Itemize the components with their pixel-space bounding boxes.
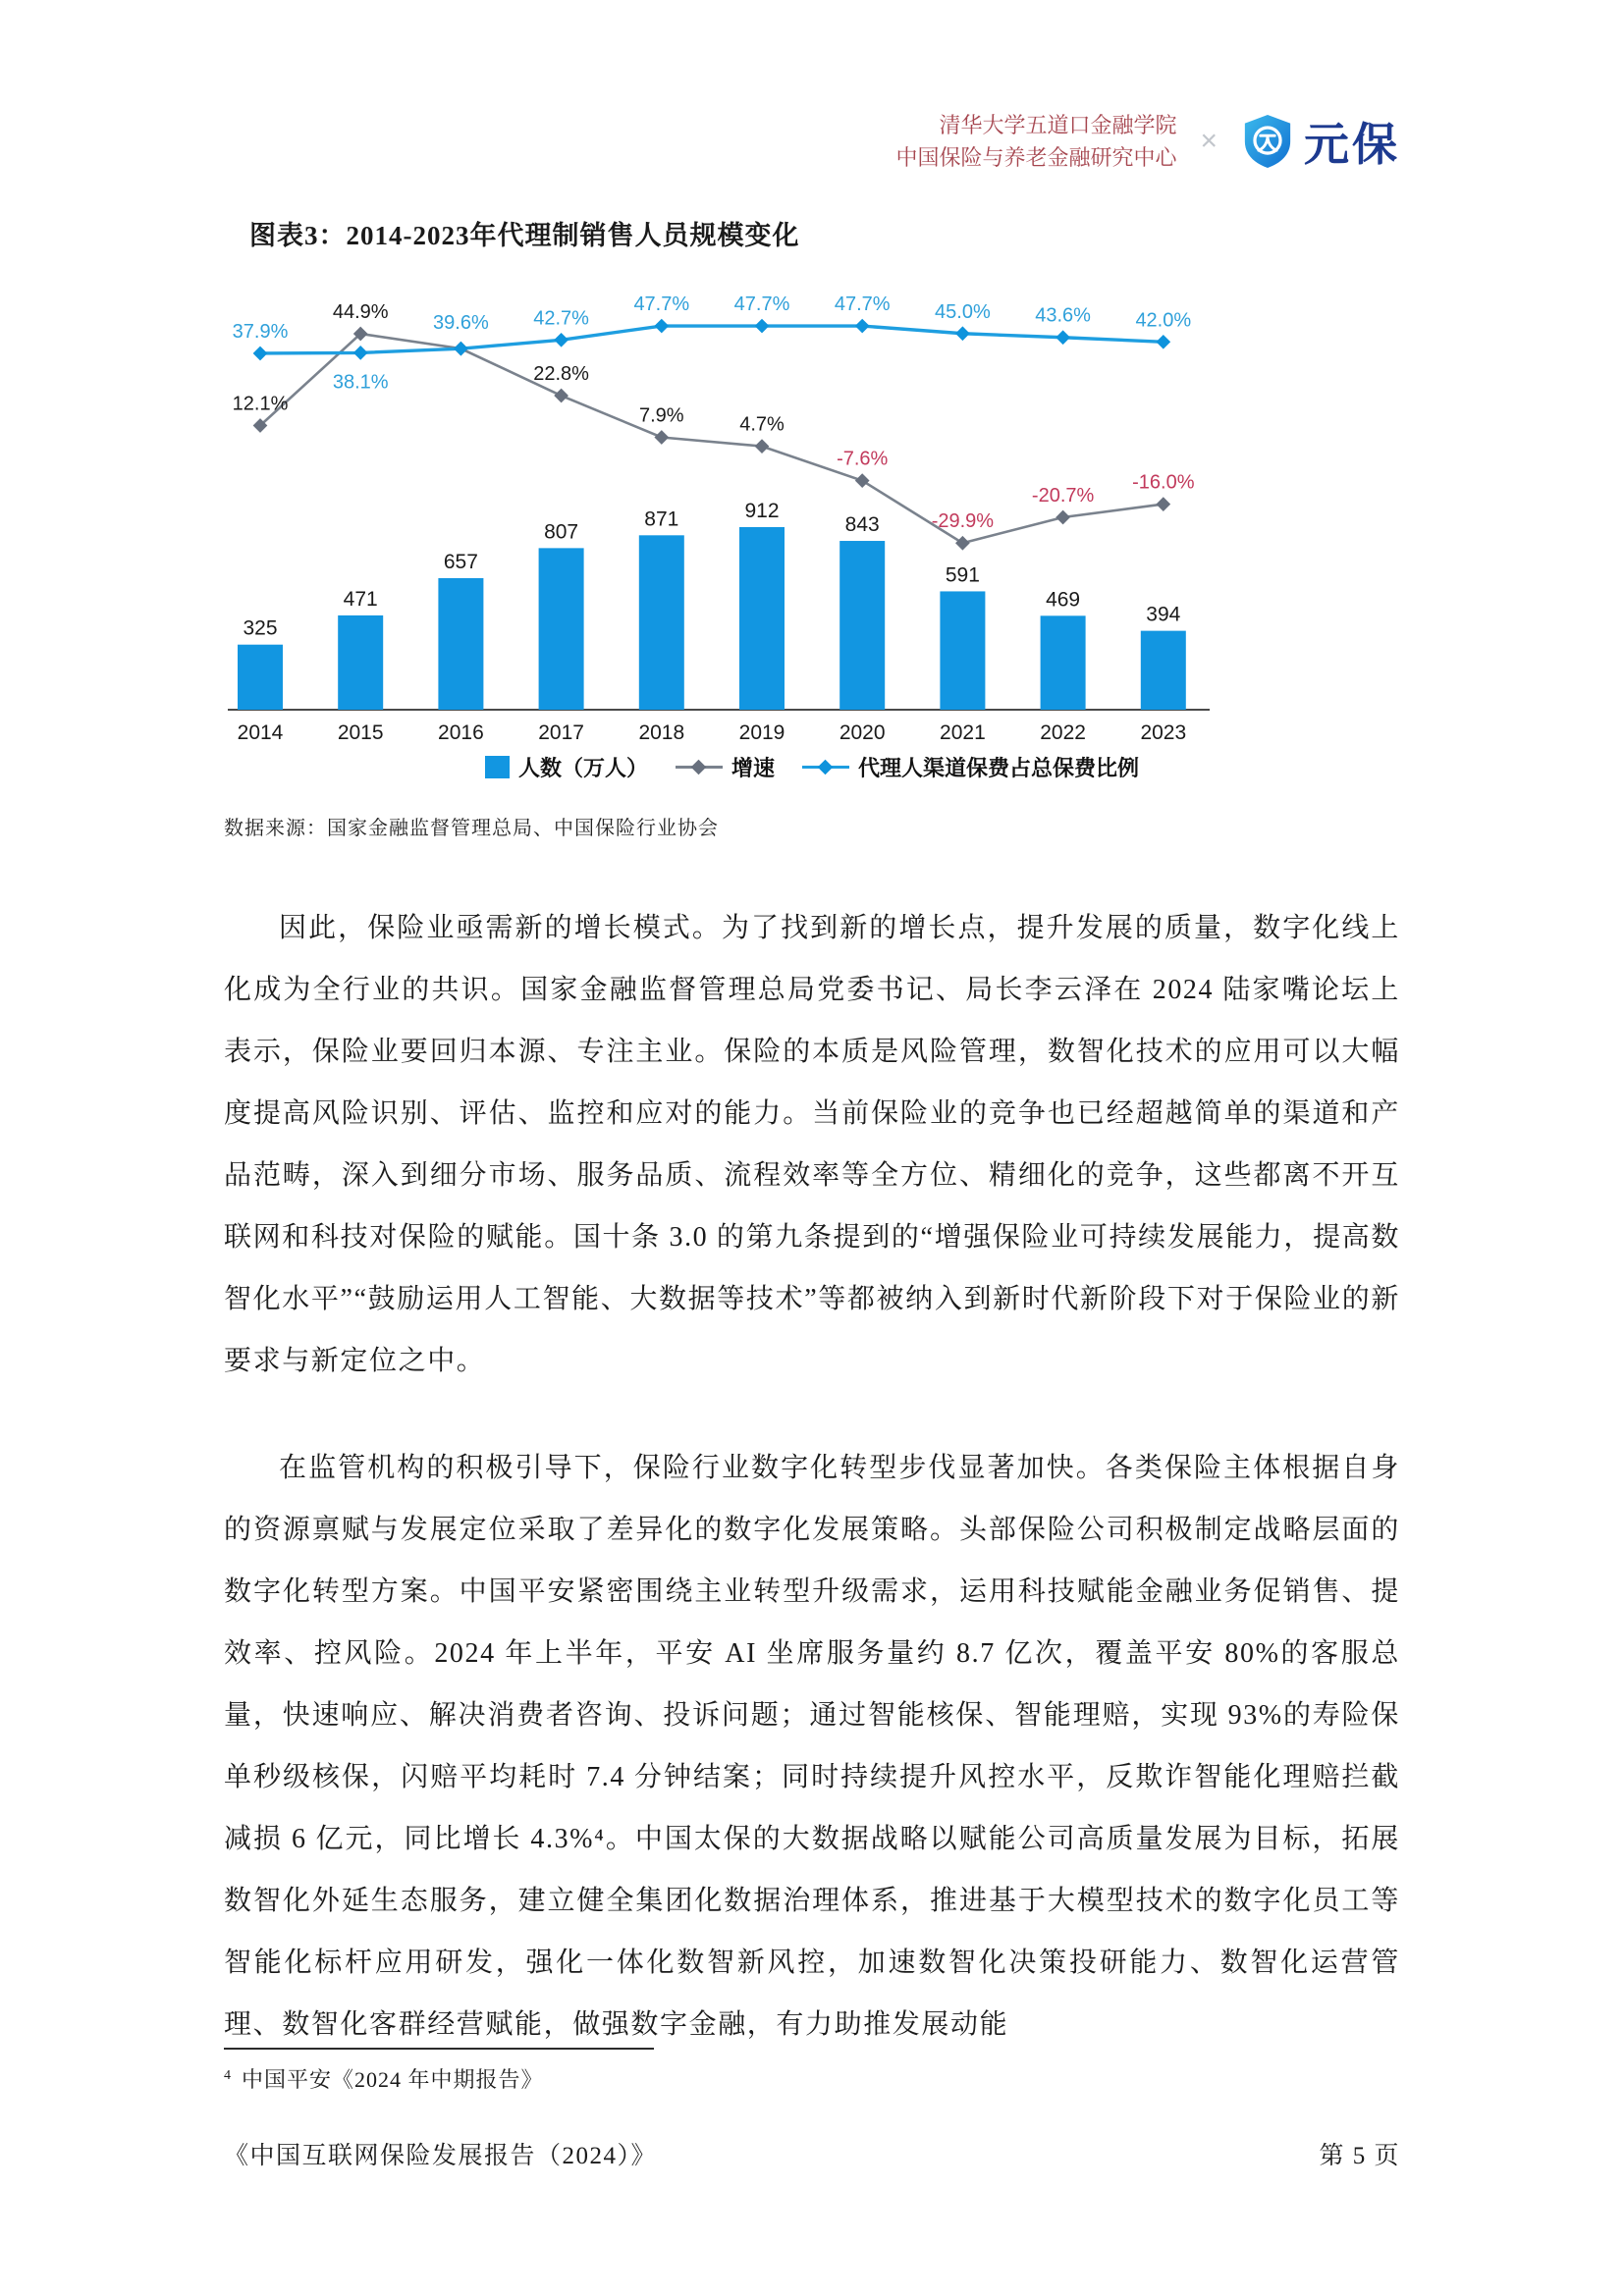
legend-item xyxy=(485,752,648,782)
institution-name xyxy=(895,109,1176,174)
body-text xyxy=(224,897,1400,2056)
agent-scale-combo-chart xyxy=(224,264,1398,752)
svg-text:2015: 2015 xyxy=(337,721,384,744)
yuanbao-shield-icon xyxy=(1241,113,1294,170)
svg-text:47.7%: 47.7% xyxy=(733,294,790,316)
svg-text:469: 469 xyxy=(1046,588,1081,612)
svg-text:-20.7%: -20.7% xyxy=(1031,484,1095,507)
svg-text:-16.0%: -16.0% xyxy=(1132,471,1195,494)
svg-text:2017: 2017 xyxy=(538,721,584,744)
svg-text:394: 394 xyxy=(1146,603,1181,626)
legend-label: 代理人渠道保费占总保费比例 xyxy=(858,756,1140,780)
yuanbao-logo-text: 元保 xyxy=(1304,119,1400,170)
svg-text:38.1%: 38.1% xyxy=(332,371,389,394)
svg-text:43.6%: 43.6% xyxy=(1035,304,1091,327)
svg-text:47.7%: 47.7% xyxy=(834,294,891,316)
svg-text:912: 912 xyxy=(744,499,780,522)
footnote-block xyxy=(224,2048,1400,2094)
svg-text:47.7%: 47.7% xyxy=(633,294,690,316)
legend-item xyxy=(676,752,775,782)
yuanbao-logo xyxy=(1241,109,1400,174)
svg-text:2016: 2016 xyxy=(438,721,484,744)
footnote xyxy=(224,2063,1400,2094)
legend-item xyxy=(802,752,1139,782)
institution-line1: 清华大学五道口金融学院 xyxy=(939,113,1177,137)
svg-text:871: 871 xyxy=(644,507,679,531)
chart-title: 图表3：2014-2023年代理制销售人员规模变化 xyxy=(249,221,800,250)
institution-line2: 中国保险与养老金融研究中心 xyxy=(895,145,1177,170)
svg-text:-29.9%: -29.9% xyxy=(931,510,995,533)
svg-text:325: 325 xyxy=(243,616,278,640)
svg-text:37.9%: 37.9% xyxy=(232,320,289,343)
svg-text:42.0%: 42.0% xyxy=(1135,309,1192,332)
svg-text:2023: 2023 xyxy=(1140,721,1187,744)
svg-text:12.1%: 12.1% xyxy=(232,393,289,415)
body-paragraph-2: 在监管机构的积极引导下，保险行业数字化转型步伐显著加快。各类保险主体根据自身的资源禀赋与发展定位采取了差异化的数字化发展策略。头部保险公司积极制定战略层面的数字化转型方案。中国平安紧密围绕主业转型升级需求，运用科技赋能金融业务促销售、提效率、控风险。2024 年上半年，平安 AI 坐席服务量约 8.7 亿次，覆盖平安 80%的客服总量，快速响应、解决消费者咨询、投诉问题；通过智能核保、智能理赔，实现 93%的寿险保单秒级核保，闪赔平均耗时 7.4 分钟结案；同时持续提升风控水平，反欺诈智能化理赔拦截减损 6 亿元，同比增长 4.3%⁴。中国太保的大数据战略以赋能公司高质量发展为目标，拓展数智化外延生态服务，建立健全集团化数据治理体系，推进基于大模型技术的数字化员工等智能化标杆应用研发，强化一体化数智新风控，加速数智化决策投研能力、数智化运营管理、数智化客群经营赋能，做强数字金融，有力助推发展动能 xyxy=(224,1453,1400,2040)
svg-text:22.8%: 22.8% xyxy=(533,363,589,386)
chart-legend xyxy=(224,752,1400,782)
footer-report-title: 《中国互联网保险发展报告（2024）》 xyxy=(224,2143,658,2169)
svg-text:471: 471 xyxy=(343,587,378,611)
svg-text:44.9%: 44.9% xyxy=(332,301,389,324)
svg-text:7.9%: 7.9% xyxy=(639,404,684,427)
footnote-divider xyxy=(224,2048,654,2050)
svg-text:2019: 2019 xyxy=(738,721,785,744)
svg-text:2020: 2020 xyxy=(839,721,886,744)
svg-text:657: 657 xyxy=(443,550,478,573)
legend-label: 增速 xyxy=(731,756,775,780)
legend-line-swatch-icon xyxy=(676,761,723,774)
svg-text:-7.6%: -7.6% xyxy=(837,448,889,470)
svg-text:2021: 2021 xyxy=(940,721,986,744)
svg-text:4.7%: 4.7% xyxy=(739,413,785,436)
page-footer xyxy=(224,2136,1400,2171)
svg-text:2018: 2018 xyxy=(638,721,685,744)
svg-text:2014: 2014 xyxy=(237,721,284,744)
svg-text:42.7%: 42.7% xyxy=(533,307,589,330)
body-paragraph-1: 因此，保险业亟需新的增长模式。为了找到新的增长点，提升发展的质量，数字化线上化成为全行业的共识。国家金融监督管理总局党委书记、局长李云泽在 2024 陆家嘴论坛上表示，保险业要回归本源、专注主业。保险的本质是风险管理，数智化技术的应用可以大幅度提高风险识别、评估、监控和应对的能力。当前保险业的竞争也已经超越简单的渠道和产品范畴，深入到细分市场、服务品质、流程效率等全方位、精细化的竞争，这些都离不开互联网和科技对保险的赋能。国十条 3.0 的第九条提到的“增强保险业可持续发展能力，提高数智化水平”“鼓励运用人工智能、大数据等技术”等都被纳入到新时代新阶段下对于保险业的新要求与新定位之中。 xyxy=(224,913,1400,1376)
svg-text:39.6%: 39.6% xyxy=(433,312,489,335)
svg-text:807: 807 xyxy=(544,520,579,544)
footnote-text: 中国平安《2024 年中期报告》 xyxy=(242,2067,544,2092)
chart-source-note: 数据来源：国家金融监督管理总局、中国保险行业协会 xyxy=(224,818,719,839)
collaboration-x-icon: × xyxy=(1200,125,1218,157)
svg-text:2022: 2022 xyxy=(1040,721,1086,744)
footnote-marker: 4 xyxy=(224,2067,232,2083)
svg-text:591: 591 xyxy=(945,563,980,587)
svg-text:843: 843 xyxy=(844,513,880,537)
legend-bar-swatch-icon xyxy=(485,756,510,778)
footer-page-number: 第 5 页 xyxy=(1319,2143,1400,2169)
legend-line-swatch-icon xyxy=(802,761,849,774)
page-header xyxy=(224,110,1400,173)
svg-text:45.0%: 45.0% xyxy=(935,300,991,323)
legend-label: 人数（万人） xyxy=(517,756,648,780)
